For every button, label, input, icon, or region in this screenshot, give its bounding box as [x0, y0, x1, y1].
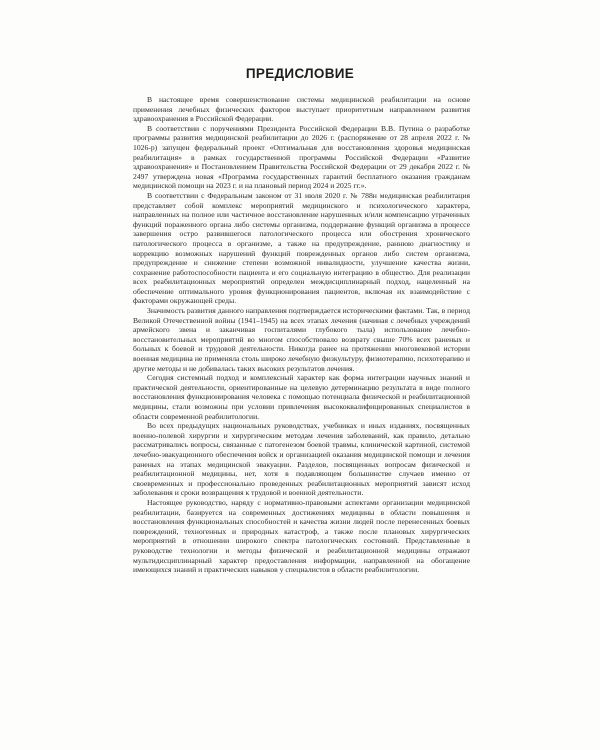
page-title: ПРЕДИСЛОВИЕ — [245, 66, 355, 81]
paragraph: В соответствии с поручениями Президента Российской Федерации В.В. Путина о разработке программы развития медицинской реабилитации до 2026 г. (распоряжение от 28 апреля 2022 г. № 1026-р) запущен федеральный проект «Оптимальная для восстановления здоровья медицинская реабилитация» в рамках государственной программы Российской Федерации «Развитие здравоохранения» и Постановлением Правительства Российской Федерации от 29 декабря 2022 г. № 2497 утверждена новая «Программа государственных гарантий бесплатного оказания гражданам медицинской помощи на 2023 г. и на плановый период 2024 и 2025 гг.». — [133, 123, 470, 191]
paragraph: Настоящее руководство, наряду с нормативно-правовыми аспектами организации медицинской реабилитации, базируется на современных достижениях медицины в области повышения и восстановления функциональных способностей и качества жизни людей после перенесенных боевых повреждений, техногенных и природных катастроф, а также после плановых хирургических мероприятий в отношении широкого спектра патологических состояний. Представленные в руководстве технологии и методы физической и реабилитационной медицины отражают мультидисциплинарный характер предоставления информации, направленной на обогащение имеющихся знаний и практических навыков у специалистов в области реабилитологии. — [133, 497, 470, 575]
paragraph: Значимость развития данного направления подтверждается историческими фактами. Так, в период Великой Отечественной войны (1941–1945) на всех этапах лечения (начиная с лечебных учреждений армейского звена и заканчивая госпиталями глубокого тыла) использование лечебно-восстановительных мероприятий во многом способствовало возврату свыше 70% всех раненых и больных к боевой и трудовой деятельности. Никогда ранее на протяжении многовековой истории военная медицина не применяла столь широко лечебную физкультуру, физиотерапию, психотерапию и другие методы и не добивалась таких высоких результатов лечения. — [133, 306, 470, 373]
body-text — [133, 95, 470, 575]
paragraph: Сегодня системный подход и комплексный характер как форма интеграции научных знаний и практической деятельности, ориентированные на целевую детерминацию результата в виде полного восстановления функционирования человека с помощью потенциала физической и реабилитационной медицины, стали возможны при условии привлечения высококвалифицированных специалистов в области современной реабилитологии. — [133, 373, 470, 421]
paragraph: В настоящее время совершенствование системы медицинской реабилитации на основе применения лечебных физических факторов выступает приоритетным направлением развития здравоохранения в Российской Федерации. — [133, 95, 470, 124]
paragraph: Во всех предыдущих национальных руководствах, учебниках и иных изданиях, посвященных военно-полевой хирургии и хирургическим методам лечения заболеваний, как правило, детально рассматривались вопросы, связанные с патогенезом боевой травмы, клинической картиной, системой лечебно-эвакуационного обеспечения войск и организацией оказания медицинской помощи и лечения раненых на этапах медицинской эвакуации. Разделов, посвященных вопросам физической и реабилитационной медицины, нет, хотя в подавляющем большинстве случаев именно от своевременных и профессионально проведенных реабилитационных мероприятий зависят исход заболевания и сроки возвращения к трудовой и военной деятельности. — [133, 421, 470, 498]
paragraph: В соответствии с Федеральным законом от 31 июля 2020 г. № 788н медицинская реабилитация представляет собой комплекс мероприятий медицинского и психологического характера, направленных на полное или частичное восстановление нарушенных и/или компенсацию утраченных функций пораженного органа либо системы организма, поддержание функций организма в процессе завершения остро развившегося патологического процесса или обострения хронического патологического процесса в организме, а также на предупреждение, раннюю диагностику и коррекцию возможных нарушений функций поврежденных органов либо систем организма, предупреждение и снижение степени возможной инвалидности, улучшение качества жизни, сохранение работоспособности пациента и его социальную интеграцию в общество. Для реализации всех реабилитационных мероприятий определен междисциплинарный подход, нацеленный на обеспечение оптимального уровня функционирования пациентов, включая их взаимодействие с факторами окружающей среды. — [133, 190, 470, 306]
